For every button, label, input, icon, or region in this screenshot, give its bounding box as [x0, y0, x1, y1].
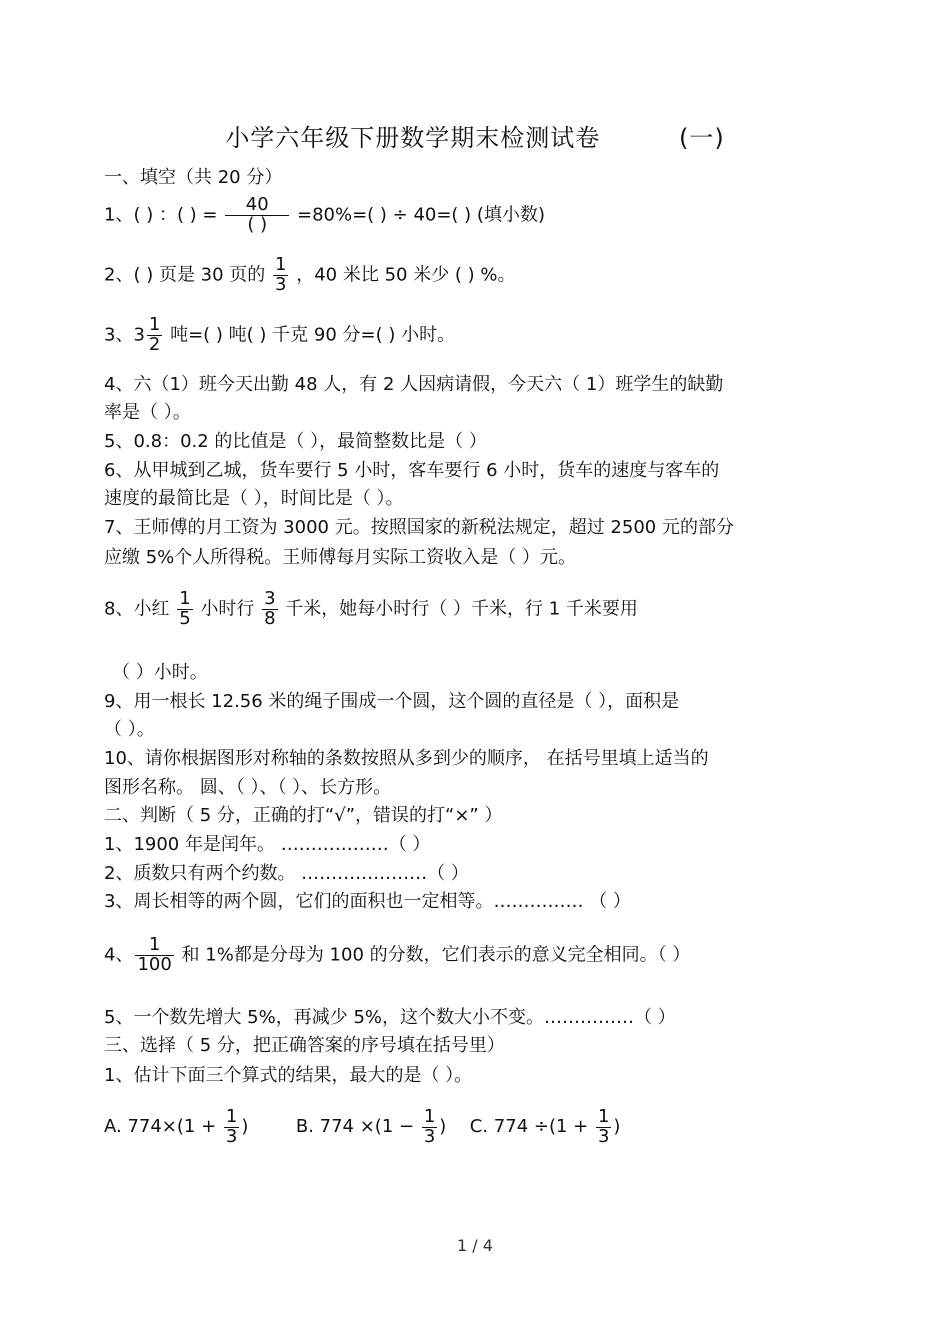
s1q8-text-b: 小时行 [200, 598, 255, 620]
option-b [295, 1106, 452, 1147]
s1q1-text-a: 1、( ) ：( ) = [104, 204, 218, 226]
option-c-close: ) [613, 1116, 621, 1138]
option-a-fraction [224, 1108, 239, 1147]
s1q1-fraction-den: ( ) [247, 213, 268, 235]
s1q2-fraction [273, 256, 288, 295]
s1q2-fraction-num: 1 [275, 254, 287, 275]
option-c-den: 3 [597, 1125, 610, 1147]
page-title [0, 118, 950, 153]
s1-question-2 [104, 256, 516, 295]
s2-question-3: 3、周长相等的两个圆，它们的面积也一定相等。…………… （ ） [104, 891, 631, 912]
s2-question-5: 5、一个数先增大 5%，再减少 5%，这个数大小不变。……………（ ） [104, 1007, 676, 1028]
option-a-close: ) [241, 1116, 249, 1138]
s2q4-fraction-num: 1 [135, 936, 173, 956]
option-c-num: 1 [597, 1106, 610, 1127]
s1q8-fraction-2-num: 3 [264, 588, 276, 609]
s1-question-3 [104, 316, 455, 355]
s2q4-fraction-den: 100 [137, 953, 172, 975]
s1q8-fraction-2-den: 8 [264, 607, 276, 629]
option-b-num: 1 [423, 1106, 436, 1127]
s2q4-text-b: 和 1%都是分母为 100 的分数，它们表示的意义完全相同。（ ） [181, 944, 691, 966]
option-a-den: 3 [225, 1125, 238, 1147]
s1-question-4-line-2: 率是（ ）。 [104, 402, 191, 423]
s1q8-fraction-1-num: 1 [179, 588, 191, 609]
s1q8-fraction-2 [262, 590, 277, 629]
s1-question-7-line-2: 应缴 5%个人所得税。王师傅每月实际工资收入是（ ）元。 [104, 547, 576, 568]
s1-question-7-line-1: 7、王师傅的月工资为 3000 元。按照国家的新税法规定，超过 2500 元的部分 [104, 517, 734, 538]
s1q3-fraction-den: 2 [148, 333, 161, 355]
s1q2-fraction-den: 3 [275, 273, 287, 295]
s2q4-text-a: 4、 [104, 944, 134, 966]
option-a-num: 1 [225, 1106, 238, 1127]
s2-question-2: 2、质数只有两个约数。 …………………（ ） [104, 863, 469, 884]
section-3-heading: 三、选择（ 5 分，把正确答案的序号填在括号里） [104, 1035, 505, 1056]
s1q8-text-a: 8、小红 [104, 598, 170, 620]
title-main: 小学六年级下册数学期末检测试卷 [225, 124, 601, 152]
s1q8-fraction-1 [177, 590, 192, 629]
s3-options [104, 1108, 620, 1147]
option-a-text: A. 774×(1 + [104, 1116, 217, 1138]
s1q8-text-c: 千米，她每小时行（ ）千米，行 1 千米要用 [285, 598, 638, 620]
s1-question-6-line-2: 速度的最简比是（ ），时间比是（ ）。 [104, 488, 404, 509]
page-number: 1 / 4 [457, 1236, 493, 1255]
s1-question-9-line-2: （ ）。 [104, 719, 155, 740]
section-2-heading: 二、判断（ 5 分，正确的打“√”，错误的打“×” ） [104, 805, 503, 826]
s1q2-text-b: ，40 米比 50 米少 ( ) %。 [296, 264, 516, 286]
s1-question-8-line-2: （ ）小时。 [112, 662, 208, 683]
option-c-fraction [596, 1108, 611, 1147]
s2q4-fraction [135, 936, 173, 975]
section-1-heading: 一、填空（共 20 分） [104, 167, 283, 188]
s1q3-fraction [147, 316, 162, 355]
s1q3-text-b: 吨=( ) 吨( ) 千克 90 分=( ) 小时。 [170, 324, 456, 346]
title-number: (一) [678, 124, 725, 152]
s1q8-fraction-1-den: 5 [179, 607, 191, 629]
s1-question-6-line-1: 6、从甲城到乙城，货车要行 5 小时，客车要行 6 小时，货车的速度与客车的 [104, 460, 720, 481]
s1-question-1 [104, 196, 545, 235]
s1-question-4-line-1: 4、六（1）班今天出勤 48 人，有 2 人因病请假，今天六（ 1）班学生的缺勤 [104, 374, 724, 395]
s2-question-4 [104, 936, 690, 975]
s3-question-1: 1、估计下面三个算式的结果，最大的是（ ）。 [104, 1065, 473, 1086]
s1q1-fraction-num: 40 [225, 196, 289, 216]
option-b-close: ) [439, 1116, 447, 1138]
s2-question-1: 1、1900 年是闰年。 ………………（ ） [104, 834, 431, 855]
option-b-fraction [422, 1108, 437, 1147]
s1-question-9-line-1: 9、用一根长 12.56 米的绳子围成一个圆，这个圆的直径是（ ），面积是 [104, 691, 680, 712]
option-c-text: C. 774 ÷(1 + [469, 1116, 589, 1138]
option-b-den: 3 [423, 1125, 436, 1147]
s1-question-5: 5、0.8：0.2 的比值是（ ），最简整数比是（ ） [104, 431, 487, 452]
option-c [469, 1106, 621, 1147]
option-b-text: B. 774 ×(1 − [295, 1116, 415, 1138]
option-a [104, 1106, 254, 1147]
s1q2-text-a: 2、( ) 页是 30 页的 [104, 264, 266, 286]
s1q3-text-a: 3、3 [104, 324, 145, 346]
s1q1-fraction [225, 196, 289, 235]
s1q1-text-b: =80%=( ) ÷ 40=( ) (填小数) [296, 204, 545, 226]
s1-question-10-line-1: 10、请你根据图形对称轴的条数按照从多到少的顺序， 在括号里填上适当的 [104, 748, 709, 769]
s1-question-8 [104, 590, 638, 629]
s1-question-10-line-2: 图形名称。 圆、（ ）、（ ）、长方形。 [104, 777, 392, 798]
s1q3-fraction-num: 1 [148, 314, 161, 335]
